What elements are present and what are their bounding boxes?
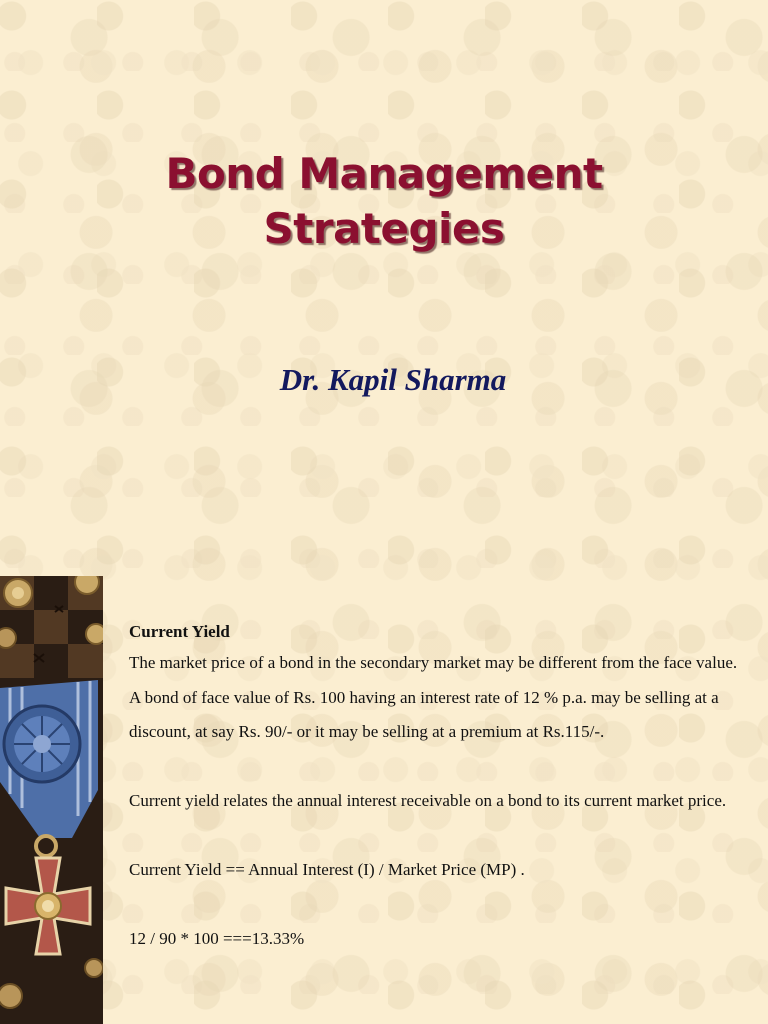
title-line-2: Strategies [263,204,505,253]
calculation-text: 12 / 90 * 100 ===13.33% [129,929,305,948]
author-name: Dr. Kapil Sharma [279,362,507,397]
title-line-1: Bond Management [165,149,603,198]
paragraph-market-price: The market price of a bond in the secondary market may be different from the face value. A bond of face value of Rs. 100 having an interest rate of 12 % p.a. may be selling at a discount, at say Rs. 90/- or it may be selling at a premium at Rs.115/-. [129,653,738,741]
medal-icon [0,576,103,1024]
paragraph-current-yield: Current yield relates the annual interest receivable on a bond to its current market price. [129,791,727,810]
slide-body [129,618,744,957]
slide-title [0,146,768,256]
section-heading: Current Yield [129,622,230,641]
formula-text: Current Yield == Annual Interest (I) / Market Price (MP) . [129,860,525,879]
